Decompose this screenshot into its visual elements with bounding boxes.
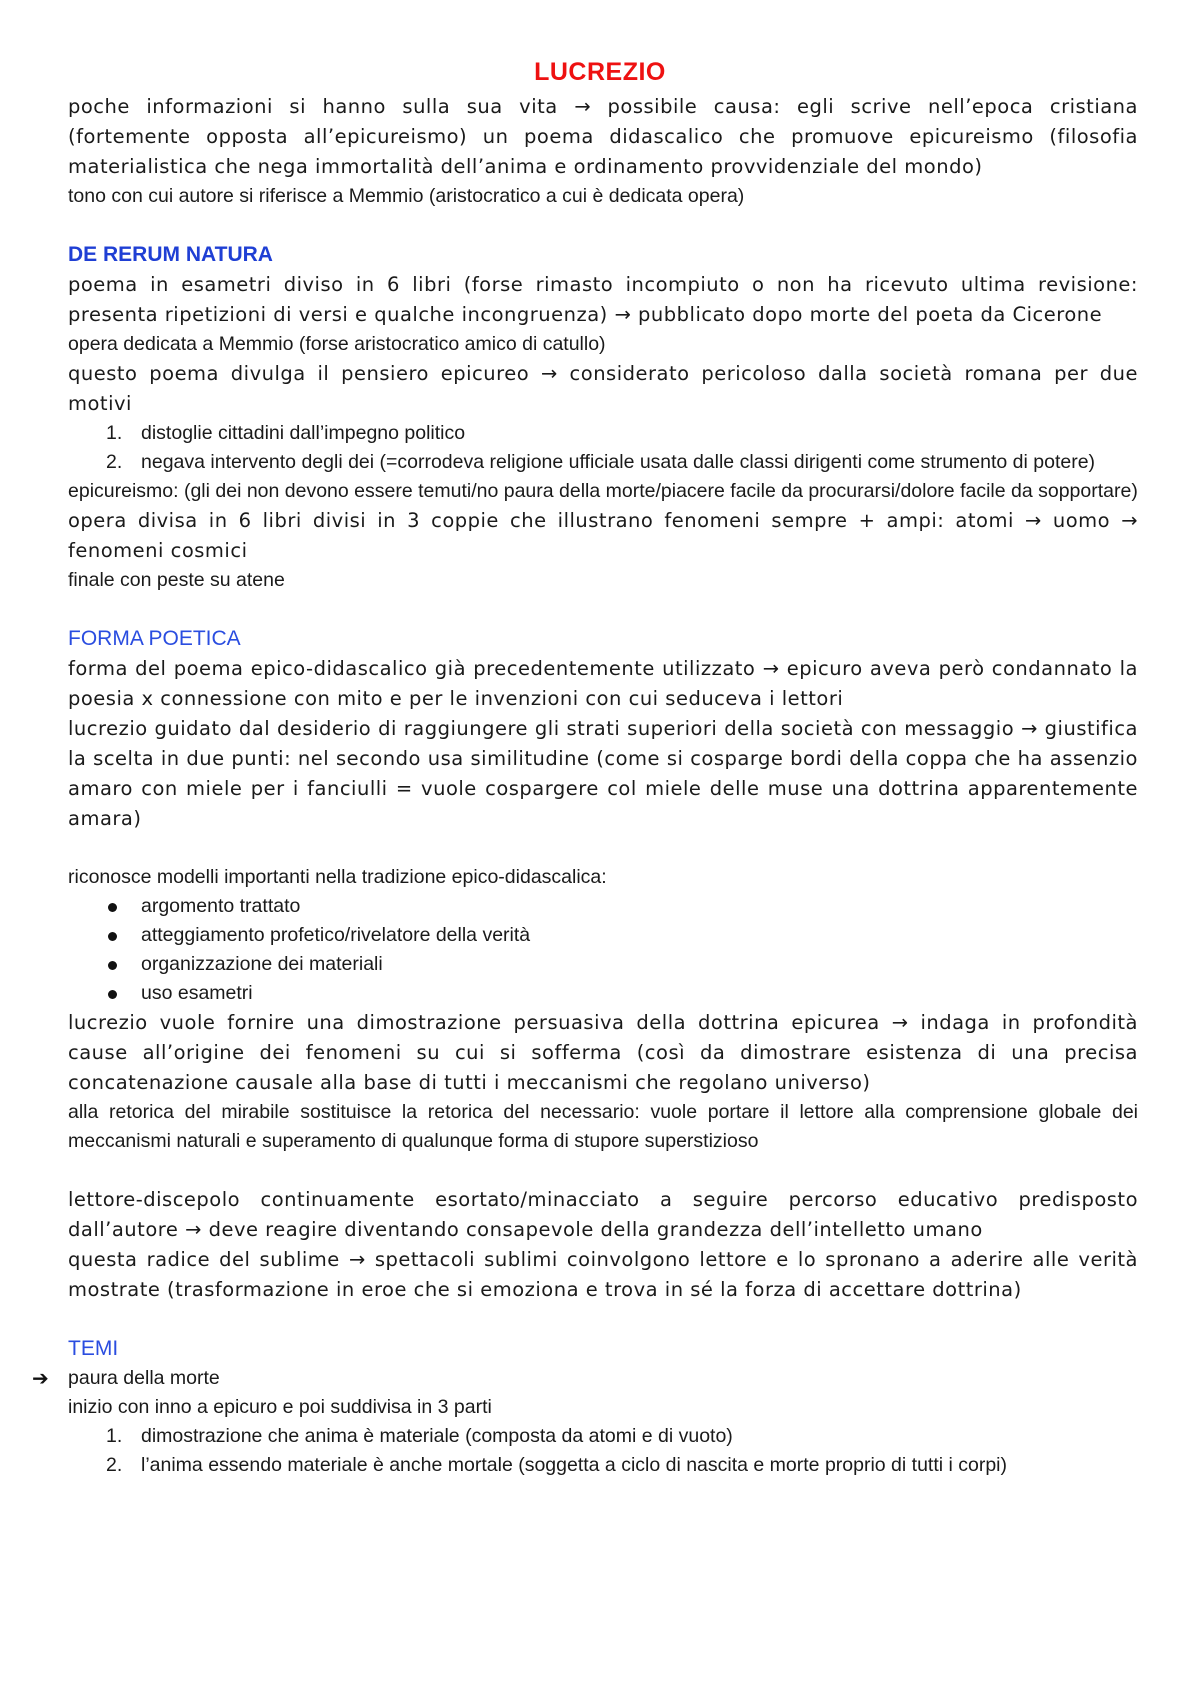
list-item-text: negava intervento degli dei (=corrodeva religione ufficiale usata dalle classi dirigenti come strumento di potere) [141, 451, 1096, 473]
list-item [68, 921, 1138, 950]
section-heading-de-rerum-natura: DE RERUM NATURA [68, 243, 273, 266]
paragraph: inizio con inno a epicuro e poi suddivisa in 3 parti [68, 1396, 492, 1418]
arrow-list-item [32, 1364, 1138, 1393]
paragraph: lucrezio guidato dal desiderio di raggiungere gli strati superiori della società con messaggio → giustifica la scelta in due punti: nel secondo usa similitudine (come si cosparge bordi della coppa che ha assenzio amaro con miele per i fanciulli = vuole cospargere col miele delle muse una dottrina apparentemente amara) [68, 717, 1138, 830]
list-item [68, 979, 1138, 1008]
list-item-text: l’anima essendo materiale è anche mortale (soggetta a ciclo di nascita e morte proprio di tutti i corpi) [141, 1454, 1008, 1476]
paragraph: poema in esametri diviso in 6 libri (forse rimasto incompiuto o non ha ricevuto ultima revisione: presenta ripetizioni di versi e qualche incongruenza) → pubblicato dopo morte del poeta da Cicerone [68, 273, 1138, 326]
numbered-list [68, 1422, 1138, 1480]
paragraph: questo poema divulga il pensiero epicureo → considerato pericoloso dalla società romana per due motivi [68, 362, 1138, 415]
document-title: LUCREZIO [534, 58, 666, 86]
list-item [68, 419, 1138, 448]
list-item [68, 448, 1138, 477]
list-item-text: distoglie cittadini dall’impegno politico [141, 422, 466, 444]
list-item-text: dimostrazione che anima è materiale (composta da atomi e di vuoto) [141, 1425, 733, 1447]
intro-paragraph: poche informazioni si hanno sulla sua vita → possibile causa: egli scrive nell’epoca cristiana (fortemente opposta all’epicureismo) un poema didascalico che promuove epicureismo (filosofia materialistica che nega immortalità dell’anima e ordinamento provvidenziale del mondo) [68, 95, 1138, 178]
list-item-text: atteggiamento profetico/rivelatore della verità [141, 924, 531, 946]
list-item [68, 1451, 1138, 1480]
list-item [68, 892, 1138, 921]
paragraph: lettore-discepolo continuamente esortato/minacciato a seguire percorso educativo predisposto dall’autore → deve reagire diventando consapevole della grandezza dell’intelletto umano [68, 1188, 1138, 1241]
paragraph: epicureismo: (gli dei non devono essere temuti/no paura della morte/piacere facile da procurarsi/dolore facile da sopportare) [68, 480, 1138, 502]
list-number: 2. [106, 451, 123, 473]
paragraph: alla retorica del mirabile sostituisce la retorica del necessario: vuole portare il lettore alla comprensione globale dei meccanismi naturali e superamento di qualunque forma di stupore superstizioso [68, 1101, 1138, 1152]
numbered-list [68, 419, 1138, 477]
paragraph: lucrezio vuole fornire una dimostrazione persuasiva della dottrina epicurea → indaga in profondità cause all’origine dei fenomeni su cui si sofferma (così da dimostrare esistenza di una precisa concatenazione causale alla base di tutti i meccanismi che regolano universo) [68, 1011, 1138, 1094]
section-heading-temi: TEMI [68, 1337, 119, 1360]
intro-paragraph: tono con cui autore si riferisce a Memmio (aristocratico a cui è dedicata opera) [68, 185, 745, 207]
bullet-icon [108, 903, 117, 912]
list-item-text: argomento trattato [141, 895, 301, 917]
bullet-list [68, 892, 1138, 1008]
section-heading-forma-poetica: FORMA POETICA [68, 627, 241, 650]
list-item [68, 950, 1138, 979]
paragraph: forma del poema epico-didascalico già precedentemente utilizzato → epicuro aveva però condannato la poesia x connessione con mito e per le invenzioni con cui seduceva i lettori [68, 657, 1138, 710]
paragraph: opera dedicata a Memmio (forse aristocratico amico di catullo) [68, 333, 606, 355]
bullet-icon [108, 961, 117, 970]
list-item-text: organizzazione dei materiali [141, 953, 383, 975]
paragraph: finale con peste su atene [68, 569, 285, 591]
paragraph: opera divisa in 6 libri divisi in 3 coppie che illustrano fenomeni sempre + ampi: atomi → uomo → fenomeni cosmici [68, 509, 1138, 562]
paragraph: questa radice del sublime → spettacoli sublimi coinvolgono lettore e lo spronano a aderire alle verità mostrate (trasformazione in eroe che si emoziona e trova in sé la forza di accettare dottrina) [68, 1248, 1138, 1301]
list-number: 1. [106, 422, 123, 444]
list-number: 1. [106, 1425, 123, 1447]
list-number: 2. [106, 1454, 123, 1476]
document-content [32, 92, 1138, 1480]
list-item-text: uso esametri [141, 982, 253, 1004]
arrow-right-icon: ➔ [32, 1366, 49, 1390]
bullet-icon [108, 990, 117, 999]
list-item [68, 1422, 1138, 1451]
paragraph: riconosce modelli importanti nella tradizione epico-didascalica: [68, 866, 607, 888]
list-item-text: paura della morte [68, 1367, 220, 1389]
bullet-icon [108, 932, 117, 941]
